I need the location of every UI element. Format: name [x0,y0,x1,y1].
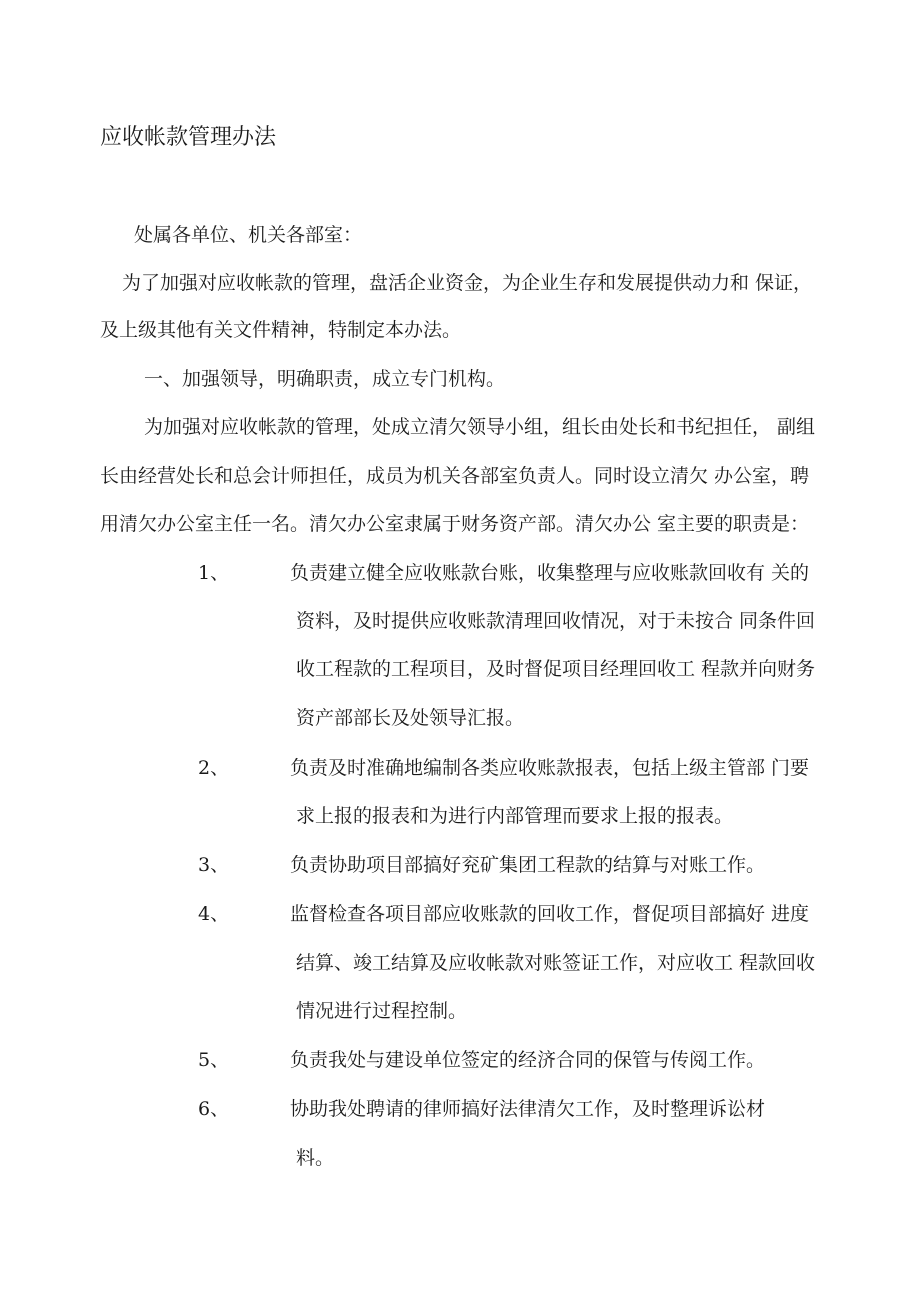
duty-1-line-1: 负责建立健全应收账款台账，收集整理与应收账款回收有 关的 [290,562,810,584]
duty-number: 1、 [198,562,230,584]
intro-line-1: 为了加强对应收帐款的管理，盘活企业资金，为企业生存和发展提供动力和 保证， [122,272,813,294]
duty-1-line-3: 收工程款的工程项目，及时督促项目经理回收工 程款并向财务 [296,658,816,680]
duty-4-line-1: 监督检查各项目部应收账款的回收工作，督促项目部搞好 进度 [290,903,810,925]
section-1-line-1: 为加强对应收帐款的管理，处成立清欠领导小组，组长由处长和书纪担任， 副组 [144,416,816,438]
duty-6-line-1: 协助我处聘请的律师搞好法律清欠工作，及时整理诉讼材 [290,1098,766,1120]
section-1-heading: 一、加强领导，明确职责，成立专门机构。 [144,368,506,390]
duty-2-line-2: 求上报的报表和为进行内部管理而要求上报的报表。 [296,805,734,827]
section-1-line-3: 用清欠办公室主任一名。清欠办公室隶属于财务资产部。清欠办公 室主要的职责是： [100,513,810,535]
duty-1-line-2: 资料，及时提供应收账款清理回收情况，对于未按合 同条件回 [296,610,816,632]
duty-6-line-2: 料。 [296,1147,335,1169]
duty-2-line-1: 负责及时准确地编制各类应收账款报表，包括上级主管部 门要 [290,757,810,779]
duty-3-line-1: 负责协助项目部搞好兖矿集团工程款的结算与对账工作。 [290,854,766,876]
duty-1-line-4: 资产部部长及处领导汇报。 [296,707,525,729]
duty-number: 5、 [198,1049,230,1071]
duty-5-line-1: 负责我处与建设单位签定的经济合同的保管与传阅工作。 [290,1049,766,1071]
duty-number: 6、 [198,1098,230,1120]
salutation: 处属各单位、机关各部室： [134,224,363,246]
duty-number: 3、 [198,854,230,876]
intro-line-2: 及上级其他有关文件精神，特制定本办法。 [100,319,462,341]
section-1-line-2: 长由经营处长和总会计师担任，成员为机关各部室负责人。同时设立清欠 办公室，聘 [100,465,810,487]
duty-4-line-3: 情况进行过程控制。 [296,1000,468,1022]
document-title: 应收帐款管理办法 [100,125,277,150]
duty-number: 2、 [198,757,230,779]
duty-4-line-2: 结算、竣工结算及应收帐款对账签证工作，对应收工 程款回收 [296,952,816,974]
duty-number: 4、 [198,903,230,925]
